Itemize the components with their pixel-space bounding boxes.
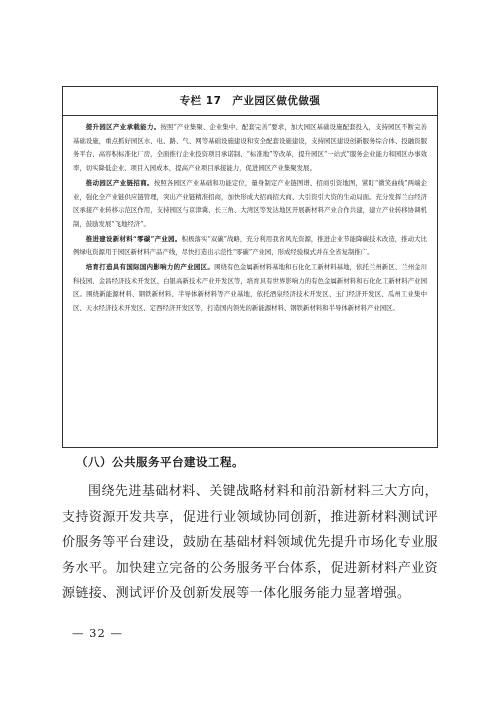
column-title: 专栏 17 产业园区做优做强	[179, 95, 321, 107]
column-box	[62, 86, 438, 448]
section-heading: （八）公共服务平台建设工程。	[76, 455, 244, 469]
page-number: — 32 —	[72, 626, 123, 640]
column-paragraph	[73, 233, 427, 260]
paragraph-lead: 推动园区产业链招商。	[85, 178, 154, 187]
column-body	[73, 121, 427, 317]
paragraph-text: 按照“产业集聚、企业集中、配套完善”要求，加大园区基础设施配套投入，支持园区不断完善基础设施，重点抓好园区水、电、路、气、网等基础设施建设和安全配套设施建设，支持园区建设创新服务综合体、投融资服务平台、高容积标准化厂房，全面推行企业投资项目承诺制、“标准地”等改革，提升园区“一站式”服务企业能力和园区办事效率，切实降低企业、项目入园成本，提高产业项目承接能力，促进园区产业集聚发展。	[73, 123, 427, 173]
paragraph-lead: 培育打造具有国际国内影响力的产业园区。	[85, 263, 215, 272]
column-paragraph	[73, 261, 427, 316]
column-paragraph	[73, 177, 427, 232]
column-paragraph	[73, 121, 427, 176]
paragraph-text: 围绕有色金属新材料基地和石化化工新材料基地，依托兰州新区、兰州金川科技园、金昌经济技术开发区、白银高新技术产业开发区等，培育具有世界影响力的有色金属新材料和石化化工新材料产业园区。围绕新能源材料、钢铁新材料、半导体新材料等产业基地，依托酒泉经济技术开发区、玉门经济开发区、瓜州工业集中区、天水经济技术开发区、定西经济开发区等，打造国内领先的新能源材料、钢铁新材料和半导体新材料产业园区。	[73, 263, 427, 313]
paragraph-lead: 提升园区产业承载能力。	[85, 123, 161, 131]
paragraph-text: 按照各园区产业基础和功能定位，量身制定产业链图谱、招商引资地图，紧盯“微笑曲线”两端企业，强化全产业链供应链管理，突出产业链精准招商，加快形成大招商招大商、大引资引大资的生动局面。充分发挥兰白经济区承接产业转移示范区作用，支持园区与京津冀、长三角、大湾区等发达地区开展新材料产业合作共建，建立产业转移协调机制，鼓励发展“飞地经济”。	[73, 178, 427, 228]
column-title-divider	[63, 115, 437, 116]
paragraph-lead: 推进建设新材料“零碳”产业园。	[85, 234, 182, 243]
paragraph-text: 积极落实“双碳”战略，充分利用我省风光资源，推进企业节能降碳技术改造，推动大比例绿电资源用于园区新材料产品产线，尽快打造出示范性“零碳”产业园，形成经验模式并在全省复制推广。	[73, 234, 427, 257]
section-body: 围绕先进基础材料、关键战略材料和前沿新材料三大方向，支持资源开发共享，促进行业领域协同创新，推进新材料测试评价服务等平台建设，鼓励在基础材料领域优先提升市场化专业服务水平。加快建立完备的公务服务平台体系，促进新材料产业资源链接、测试评价及创新发展等一体化服务能力显著增强。	[62, 484, 438, 601]
